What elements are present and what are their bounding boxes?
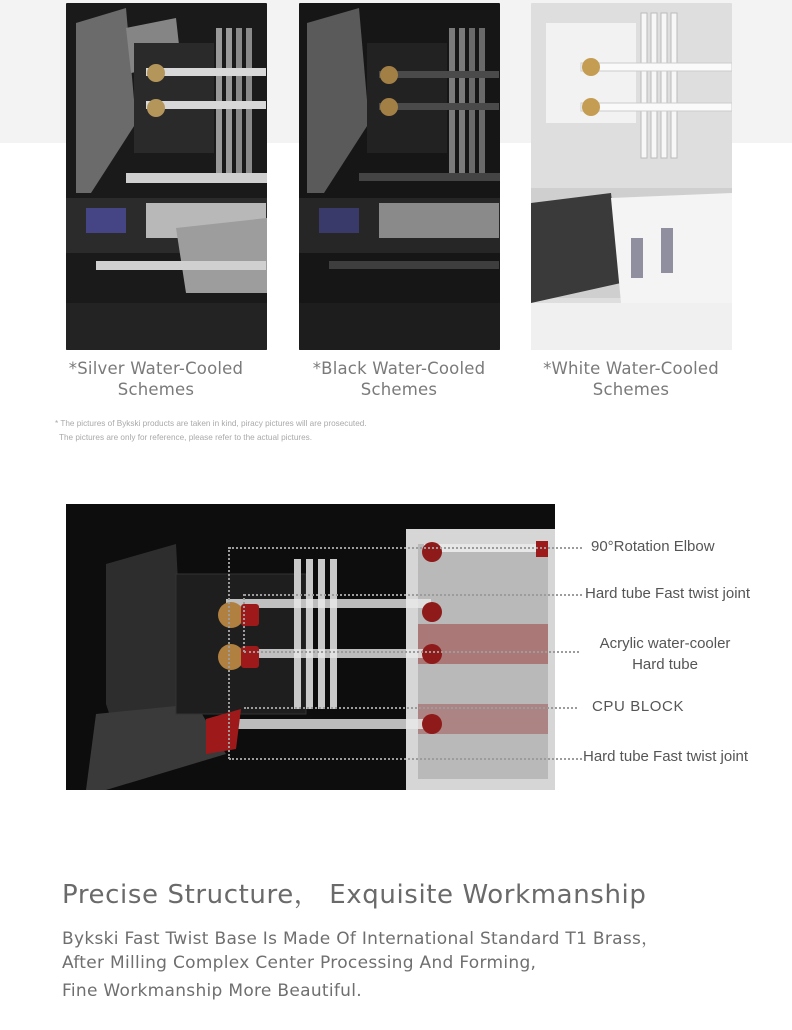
caption-line: *White Water-Cooled <box>543 359 719 378</box>
feature-line-1: Bykski Fast Twist Base Is Made Of International Standard T1 Brass， <box>62 929 659 949</box>
leader-cpu <box>244 707 577 709</box>
black-scheme-image <box>299 3 500 350</box>
white-scheme-caption <box>515 358 747 400</box>
caption-line: Schemes <box>592 380 670 399</box>
black-scheme-caption <box>283 358 515 400</box>
callout-tube-line-1: Acrylic water-cooler <box>599 635 731 652</box>
callout-joint-top: Hard tube Fast twist joint <box>585 585 751 602</box>
caption-line: *Black Water-Cooled <box>312 359 486 378</box>
callout-cpu-block: CPU BLOCK <box>592 698 685 715</box>
feature-title: Precise Structure， Exquisite Workmanship <box>62 880 647 910</box>
silver-scheme-caption <box>40 358 272 400</box>
white-scheme-image <box>531 3 732 350</box>
leader-joint-top <box>244 594 582 596</box>
leader-elbow-h <box>229 547 582 549</box>
silver-scheme-image <box>66 3 267 350</box>
leader-tube <box>244 651 579 653</box>
feature-line-3: Fine Workmanship More Beautiful. <box>62 981 362 1001</box>
callout-elbow: 90°Rotation Elbow <box>591 538 715 555</box>
callout-tube-line-2: Hard tube <box>632 656 698 673</box>
callout-joint-bottom: Hard tube Fast twist joint <box>583 748 749 765</box>
caption-line: *Silver Water-Cooled <box>68 359 244 378</box>
leader-joint-bottom <box>229 758 582 760</box>
leader-joint-top-v <box>243 594 245 652</box>
leader-elbow-v <box>228 547 230 759</box>
disclaimer-line-2: The pictures are only for reference, please refer to the actual pictures. <box>59 433 313 442</box>
callout-tube <box>585 633 745 675</box>
caption-line: Schemes <box>117 380 195 399</box>
caption-line: Schemes <box>360 380 438 399</box>
feature-line-2: After Milling Complex Center Processing And Forming, <box>62 953 537 973</box>
disclaimer-line-1: * The pictures of Bykski products are taken in kind, piracy pictures will are prosecuted. <box>55 419 367 428</box>
